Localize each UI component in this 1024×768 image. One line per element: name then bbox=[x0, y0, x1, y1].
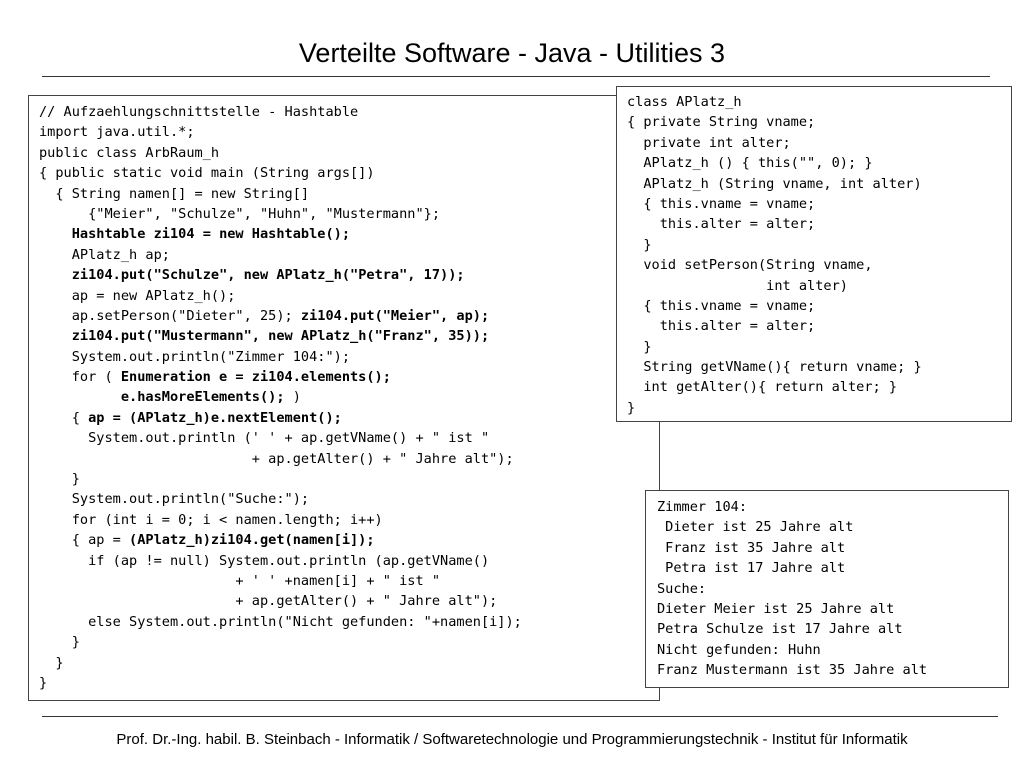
code-text: {"Meier", "Schulze", "Huhn", "Mustermann"}; bbox=[39, 205, 441, 222]
class-code-line: { this.vname = vname; bbox=[627, 297, 816, 314]
code-highlight: zi104.put("Mustermann", new APlatz_h("Franz", 35)); bbox=[71, 328, 490, 345]
slide-footer: Prof. Dr.-Ing. habil. B. Steinbach - Informatik / Softwaretechnologie und Programmierungstechnik - Institut für Informatik bbox=[116, 731, 908, 748]
code-text: import java.util.*; bbox=[39, 124, 195, 141]
code-line bbox=[39, 347, 522, 367]
class-code-line: void setPerson(String vname, bbox=[627, 257, 873, 274]
code-highlight: e.hasMoreElements(); bbox=[120, 389, 285, 406]
class-code-line: String getVName(){ return vname; } bbox=[627, 359, 922, 376]
class-code-line: this.alter = alter; bbox=[627, 216, 816, 233]
code-highlight: zi104.put("Meier", ap); bbox=[300, 307, 490, 324]
slide-title: Verteilte Software - Java - Utilities 3 bbox=[298, 38, 726, 68]
code-line bbox=[39, 408, 522, 428]
output-line: Dieter Meier ist 25 Jahre alt bbox=[657, 600, 895, 617]
class-code-box bbox=[616, 86, 1012, 422]
class-code-line: int alter) bbox=[627, 277, 848, 294]
code-line bbox=[39, 163, 522, 183]
output-line: Suche: bbox=[657, 580, 707, 597]
program-output-listing bbox=[657, 497, 927, 681]
code-text: public class ArbRaum_h bbox=[39, 144, 220, 161]
code-text: System.out.println("Zimmer 104:"); bbox=[39, 348, 350, 365]
class-code-listing bbox=[627, 92, 922, 418]
code-text: ap.setPerson("Dieter", 25); bbox=[39, 307, 301, 324]
code-line bbox=[39, 204, 522, 224]
output-line: Zimmer 104: bbox=[657, 499, 748, 515]
code-text: } bbox=[39, 654, 64, 671]
code-text: for (int i = 0; i < namen.length; i++) bbox=[39, 511, 383, 528]
program-output-box bbox=[645, 490, 1009, 688]
code-text: if (ap != null) System.out.println (ap.getVName() bbox=[39, 552, 490, 569]
code-line bbox=[39, 306, 522, 326]
code-line bbox=[39, 449, 522, 469]
main-code-listing bbox=[39, 102, 522, 693]
code-text: { bbox=[39, 409, 89, 426]
code-highlight: zi104.put("Schulze", new APlatz_h("Petra", 17)); bbox=[71, 267, 465, 284]
class-code-line: APlatz_h (String vname, int alter) bbox=[627, 175, 922, 192]
code-text bbox=[39, 389, 121, 405]
title-divider bbox=[42, 76, 990, 77]
code-line bbox=[39, 591, 522, 611]
output-line: Dieter ist 25 Jahre alt bbox=[657, 519, 854, 536]
code-line bbox=[39, 530, 522, 550]
code-line bbox=[39, 612, 522, 632]
code-text: System.out.println (' ' + ap.getVName() + " ist " bbox=[39, 430, 490, 447]
code-text: } bbox=[39, 634, 80, 651]
main-code-box bbox=[28, 95, 660, 701]
class-code-line: class APlatz_h bbox=[627, 94, 742, 110]
code-text: { String namen[] = new String[] bbox=[39, 185, 310, 202]
code-line bbox=[39, 224, 522, 244]
output-line: Franz Mustermann ist 35 Jahre alt bbox=[657, 662, 928, 679]
code-highlight: Hashtable zi104 = new Hashtable(); bbox=[71, 226, 351, 243]
code-highlight: (APlatz_h)zi104.get(namen[i]); bbox=[129, 532, 375, 549]
code-line bbox=[39, 122, 522, 142]
code-text bbox=[39, 226, 72, 242]
code-line bbox=[39, 326, 522, 346]
code-line bbox=[39, 184, 522, 204]
class-code-line: } bbox=[627, 338, 652, 355]
code-text: for ( bbox=[39, 369, 121, 386]
code-line bbox=[39, 510, 522, 530]
footer-divider bbox=[42, 716, 998, 717]
class-code-line: int getAlter(){ return alter; } bbox=[627, 379, 898, 396]
code-text: + ' ' +namen[i] + " ist " bbox=[39, 572, 441, 589]
code-text: ap = new APlatz_h(); bbox=[39, 287, 236, 304]
code-line bbox=[39, 367, 522, 387]
class-code-line: this.alter = alter; bbox=[627, 318, 816, 335]
code-line bbox=[39, 286, 522, 306]
code-text: + ap.getAlter() + " Jahre alt"); bbox=[39, 593, 498, 610]
class-code-line: { private String vname; bbox=[627, 114, 816, 131]
code-text: else System.out.println("Nicht gefunden: "+namen[i]); bbox=[39, 613, 522, 630]
code-text: { public static void main (String args[]) bbox=[39, 165, 375, 182]
code-text: System.out.println("Suche:"); bbox=[39, 491, 310, 508]
output-line: Franz ist 35 Jahre alt bbox=[657, 539, 846, 556]
code-line bbox=[39, 102, 522, 122]
code-text: // Aufzaehlungschnittstelle - Hashtable bbox=[39, 104, 359, 120]
code-line bbox=[39, 632, 522, 652]
code-line bbox=[39, 489, 522, 509]
code-line bbox=[39, 428, 522, 448]
class-code-line: private int alter; bbox=[627, 134, 791, 151]
output-line: Petra ist 17 Jahre alt bbox=[657, 560, 846, 577]
code-line bbox=[39, 571, 522, 591]
class-code-line: APlatz_h () { this("", 0); } bbox=[627, 155, 873, 172]
class-code-line: } bbox=[627, 399, 636, 416]
code-text: ) bbox=[284, 389, 301, 406]
code-line bbox=[39, 551, 522, 571]
code-line bbox=[39, 245, 522, 265]
code-line bbox=[39, 469, 522, 489]
code-text bbox=[39, 267, 72, 283]
code-text: { ap = bbox=[39, 532, 130, 549]
code-text: } bbox=[39, 471, 80, 488]
code-text: + ap.getAlter() + " Jahre alt"); bbox=[39, 450, 514, 467]
code-highlight: Enumeration e = zi104.elements(); bbox=[120, 369, 391, 386]
code-line bbox=[39, 143, 522, 163]
code-line bbox=[39, 387, 522, 407]
output-line: Nicht gefunden: Huhn bbox=[657, 641, 821, 658]
code-line bbox=[39, 673, 522, 693]
code-highlight: ap = (APlatz_h)e.nextElement(); bbox=[88, 409, 342, 426]
output-line: Petra Schulze ist 17 Jahre alt bbox=[657, 621, 903, 638]
code-text: } bbox=[39, 674, 48, 691]
class-code-line: } bbox=[627, 236, 652, 253]
code-text bbox=[39, 328, 72, 344]
class-code-line: { this.vname = vname; bbox=[627, 195, 816, 212]
code-line bbox=[39, 265, 522, 285]
code-text: APlatz_h ap; bbox=[39, 246, 170, 263]
code-line bbox=[39, 653, 522, 673]
